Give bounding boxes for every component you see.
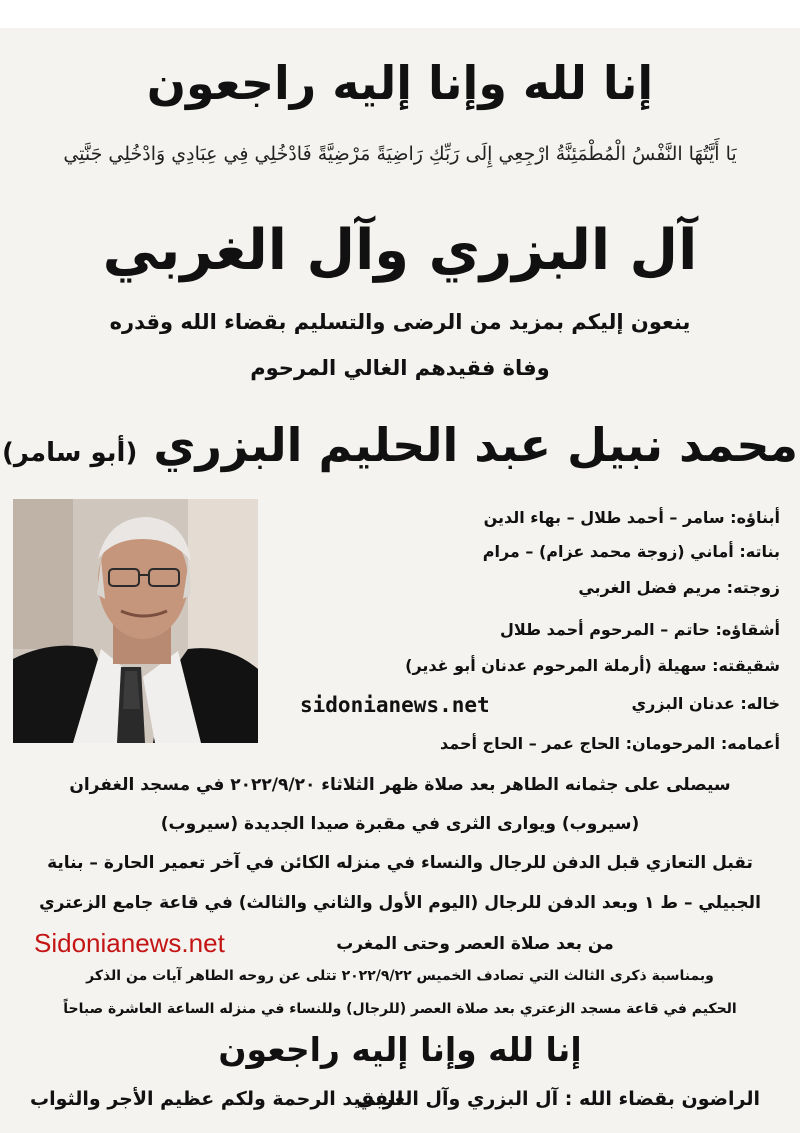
- quran-verse: يَا أَيَّتُهَا النَّفْسُ الْمُطْمَئِنَّةُ ارْجِعِي إِلَى رَبِّكِ رَاضِيَةً مَرْضِيَّةً فَادْخُلِي فِي عِبَادِي وَادْخُلِي جَنَّتِي: [63, 143, 737, 165]
- condolence-info-line: من بعد صلاة العصر وحتى المغرب: [336, 934, 614, 954]
- website-watermark: sidonianews.net: [300, 693, 490, 717]
- website-link[interactable]: Sidonianews.net: [34, 928, 225, 958]
- third-day-line: الحكيم في قاعة مسجد الزعتري بعد صلاة العصر (للرجال) وللنساء في منزله الساعة العاشرة صباحاً: [63, 1001, 737, 1017]
- deceased-nickname: (أبو سامر): [1, 438, 138, 468]
- third-day-line: وبمناسبة ذكرى الثالث التي تصادف الخميس ٢٠٢٢/٩/٢٢ تتلى عن روحه الطاهر آيات من الذكر: [86, 968, 714, 984]
- footer-signers: الراضون بقضاء الله : آل البزري وآل الغربي: [356, 1088, 760, 1110]
- relatives-line: بناته: أماني (زوجة محمد عزام) – مرام: [482, 542, 780, 561]
- relatives-line: خاله: عدنان البزري: [631, 694, 780, 713]
- funeral-info-line: (سيروب) ويوارى الثرى في مقبرة صيدا الجديدة (سيروب): [160, 814, 640, 834]
- deceased-name-line: [0, 418, 800, 472]
- relatives-line: أبناؤه: سامر – أحمد طلال – بهاء الدين: [483, 508, 780, 527]
- announcement-line-2: وفاة فقيدهم الغالي المرحوم: [250, 356, 550, 380]
- condolence-info-line: تقبل التعازي قبل الدفن للرجال والنساء في منزله الكائن في آخر تعمير الحارة – بناية: [47, 853, 753, 873]
- header-title: إنا لله وإنا إليه راجعون: [146, 56, 654, 110]
- funeral-info-line: سيصلى على جثمانه الطاهر بعد صلاة ظهر الثلاثاء ٢٠٢٢/٩/٢٠ في مسجد الغفران: [69, 775, 731, 795]
- top-strip: [0, 0, 800, 28]
- footer-condolence: للفقيد الرحمة ولكم عظيم الأجر والثواب: [30, 1088, 404, 1110]
- relatives-line: زوجته: مريم فضل الغربي: [578, 578, 780, 597]
- announcement-line-1: ينعون إليكم بمزيد من الرضى والتسليم بقضاء الله وقدره: [109, 310, 691, 334]
- deceased-photo: [13, 499, 258, 743]
- condolence-info-line: الجبيلي – ط ١ وبعد الدفن للرجال (اليوم الأول والثاني والثالث) في قاعة جامع الزعتري: [39, 893, 761, 913]
- footer-title: إنا لله وإنا إليه راجعون: [218, 1030, 582, 1069]
- relatives-line: شقيقته: سهيلة (أرملة المرحوم عدنان أبو غدير): [405, 656, 780, 675]
- relatives-line: أشقاؤه: حاتم – المرحوم أحمد طلال: [499, 620, 780, 639]
- deceased-name: محمد نبيل عبد الحليم البزري: [153, 418, 799, 472]
- family-title: آل البزري وآل الغربي: [102, 218, 698, 283]
- relatives-line: أعمامه: المرحومان: الحاج عمر – الحاج أحمد: [440, 734, 780, 753]
